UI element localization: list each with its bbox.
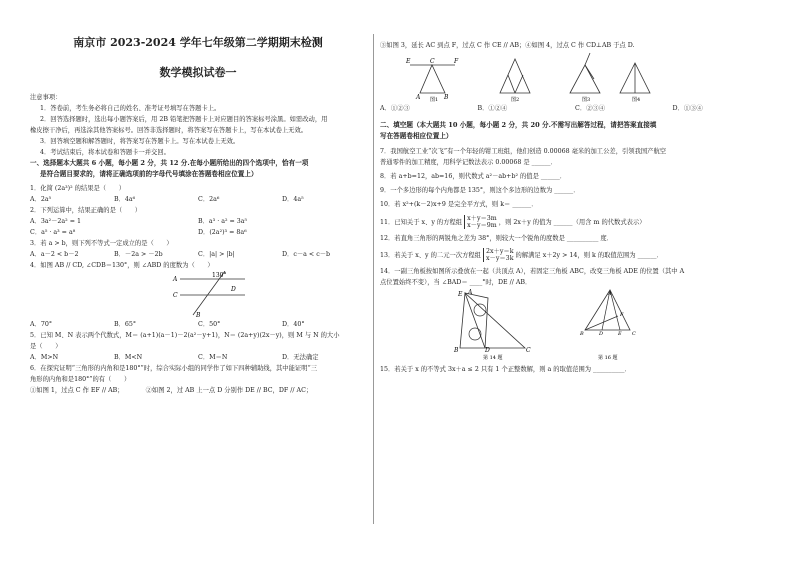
figure-label: 图4: [632, 97, 641, 103]
option: A．3a²－2a² = 1: [30, 218, 81, 225]
column-divider: [373, 34, 374, 524]
question-13: [380, 248, 770, 262]
question-5: 5．已知 M、N 表示两个代数式，M＝ (a+1)(a－1)－2(a²－y+1)，N＝ (2a+y)(2x－y)，则 M 与 N 的大小: [30, 332, 340, 339]
figure-caption: 第 16 题: [598, 355, 618, 360]
question-6-cont: 角形的内角和是180°”的有（ ）: [30, 376, 131, 383]
option: C．M＝N: [198, 354, 228, 361]
angle-label: 130°: [212, 272, 227, 279]
point-label: B: [580, 331, 584, 337]
question-11-post: ，则 2x＋y 的值为 ______（用含 m 的代数式表示）: [498, 218, 646, 226]
option: D．无法确定: [282, 354, 319, 361]
question-6-cont2: ①如图 1，过点 C 作 EF // AB； ②如图 2，过 AB 上一点 D 分别作 DE // BC，DF // AC；: [30, 387, 313, 394]
question-5-options: [30, 352, 366, 363]
left-column: [30, 36, 366, 396]
question-6-figures: [380, 51, 770, 103]
note-2-cont: 橡皮擦干净后，再选涂其他答案标号。回答非选择题时，将答案写在答题卡上，写在本试卷上无效。: [30, 127, 308, 134]
option: D．40°: [282, 321, 305, 328]
question-8: 8．若 a+b=12，ab=16，则代数式 a²－ab+b² 的值是 ______．: [380, 173, 567, 180]
question-5-cont: 是（ ）: [30, 343, 62, 350]
question-13-pre: 13．若关于 x、y 的二元一次方程组: [380, 251, 481, 259]
figure-label: 图3: [582, 97, 591, 103]
option: D．①③④: [672, 105, 703, 112]
section-1-heading: 一、选择题本大题共 6 小题，每小题 2 分，共 12 分.在每小题所给出的四个选项中，恰有一项: [30, 159, 309, 167]
point-label: D: [231, 286, 236, 293]
option: B．65°: [114, 321, 137, 328]
option: C．50°: [198, 321, 221, 328]
question-1-options: [30, 194, 366, 205]
question-6-cont3: ③如图 3，延长 AC 到点 F，过点 C 作 CE // AB；④如图 4，过点 C 作 CD⊥AB 于点 D.: [380, 42, 635, 49]
question-3: 3．若 a > b，则下列不等式一定成立的是（ ）: [30, 240, 173, 247]
point-label: D: [599, 331, 604, 337]
question-2: 2．下列运算中，结果正确的是（ ）: [30, 207, 142, 214]
question-3-options: [30, 249, 366, 260]
question-13-post: 的解满足 x＋2y > 14，则 k 的取值范围为 ______．: [515, 251, 663, 259]
point-label: A: [608, 291, 612, 297]
question-7-cont: 普通零件的加工精度，用科学记数法表示 0.00068 是 ______．: [380, 159, 557, 166]
question-4-options: [30, 319, 366, 330]
section-2-heading: 二、填空题（本大题共 10 小题，每小题 2 分，共 20 分.不需写出解答过程，请把答案直接填: [380, 121, 657, 129]
question-11-pre: 11．已知关于 x、y 的方程组: [380, 218, 463, 226]
svg-text:C: C: [430, 58, 435, 65]
figure-label: 图1: [430, 97, 439, 103]
option: B．－2a > －2b: [114, 251, 163, 258]
svg-text:A: A: [416, 94, 421, 101]
equation: x－y＝3k: [485, 255, 514, 262]
question-7: 7．我国航空工业“次飞”有一个年轻的钳工班组，他们创造 0.00068 毫米的加工公差，引领我国产航空: [380, 148, 667, 155]
section-2-heading-cont: 写在答题卷相应位置上）: [380, 132, 453, 140]
svg-text:E: E: [406, 58, 411, 65]
section-1-heading-cont: 是符合题目要求的，请将正确选项前的字母代号填涂在答题卷相应位置上）: [40, 170, 258, 178]
svg-text:F: F: [454, 58, 459, 65]
question-9: 9．一个多边形的每个内角都是 135°，则这个多边形的边数为 ______．: [380, 187, 580, 194]
option: B．①②④: [477, 105, 508, 112]
question-12: 12．若直角三角形的两锐角之差为 38°，则较大一个锐角的度数是 __________ 度．: [380, 235, 613, 242]
equation-system: [483, 248, 514, 262]
question-10: 10．若 x²+(k－2)x+9 是完全平方式，则 k＝ ______．: [380, 201, 538, 208]
figure-caption: 第 14 题: [483, 355, 503, 360]
equation: x－y＝9m: [467, 222, 497, 229]
question-14-cont: 点位置始终不变），当 ∠BAD＝ ____°时，DE // AB．: [380, 279, 532, 286]
point-label: A: [173, 276, 178, 283]
option: C．2a⁶: [198, 196, 220, 203]
option: A．①②③: [380, 105, 410, 112]
note-4: 4．考试结束后，将本试卷和答题卡一并交回。: [40, 149, 170, 156]
question-4: 4．如图 AB // CD, ∠CDB＝130°，则 ∠ABD 的度数为（ ）: [30, 262, 214, 269]
option: A．70°: [30, 321, 53, 328]
point-label: B: [196, 312, 201, 319]
notes-heading: 注意事项：: [30, 94, 62, 101]
question-4-figure: [30, 271, 366, 319]
option: B．a³ · a² = 3a⁵: [198, 218, 248, 225]
question-2-options-row1: [30, 216, 366, 227]
notes-block: [30, 92, 366, 158]
option: B．4a⁶: [114, 196, 136, 203]
note-1: 1．答卷前，考生务必将自己的姓名、准考证号填写在答题卡上。: [40, 105, 221, 112]
equation: x＋y＝3m: [467, 215, 497, 222]
question-6: 6．在探究证明“三角形的内角和是180°”时，综合实际小组的同学作了如下四种辅助线，其中能证明“三: [30, 365, 318, 372]
option: A．M>N: [30, 354, 59, 361]
option: D．4a⁵: [282, 196, 304, 203]
option: A．a－2 < b－2: [30, 251, 79, 258]
svg-text:B: B: [444, 94, 449, 101]
option: A．2a⁵: [30, 196, 52, 203]
point-label: E: [618, 331, 622, 337]
exam-subtitle: 数学模拟试卷一: [159, 66, 237, 79]
question-11: [380, 215, 770, 229]
question-14: 14．一副三角板按如图所示叠放在一起（共顶点 A），若固定三角板 ABC，改变三角板 ADE 的位置（其中 A: [380, 268, 685, 275]
option: B．M<N: [114, 354, 143, 361]
point-label: C: [526, 347, 531, 354]
option: C．②③④: [575, 105, 606, 112]
option: C．|a| > |b|: [198, 251, 235, 258]
point-label: C: [173, 292, 178, 299]
point-label: E: [458, 291, 463, 298]
point-label: C: [632, 331, 636, 337]
figure-label: 图2: [511, 97, 520, 103]
point-label: D: [485, 347, 490, 354]
point-label: A: [468, 289, 473, 296]
option: D．(2a²)³ = 8a⁶: [198, 229, 247, 236]
equation-system: [464, 215, 497, 229]
point-label: F: [620, 312, 624, 318]
equation: 2x＋y＝k: [485, 248, 514, 255]
right-column: [380, 40, 770, 375]
question-15: 15．若关于 x 的不等式 3x＋a ≤ 2 只有 1 个正整数解，则 a 的取值范围为 __________．: [380, 366, 631, 373]
option: C．a⁵ · a³ = a⁸: [30, 229, 76, 236]
question-1: 1．化简 (2a³)² 的结果是（ ）: [30, 185, 125, 192]
figures-14-16: [380, 288, 770, 360]
question-2-options-row2: [30, 227, 366, 238]
point-label: B: [454, 347, 459, 354]
option: D．c－a < c－b: [282, 251, 331, 258]
exam-title: 南京市 2023-2024 学年七年级第二学期期末检测: [73, 36, 323, 49]
question-6-options: [380, 103, 770, 114]
note-2: 2．回答选择题时，选出每小题答案后，用 2B 铅笔把答题卡上对应题目的答案标号涂黑。如需改动，用: [40, 116, 328, 123]
note-3: 3．回答填空题和解答题时，将答案写在答题卡上。写在本试卷上无效。: [40, 138, 240, 145]
